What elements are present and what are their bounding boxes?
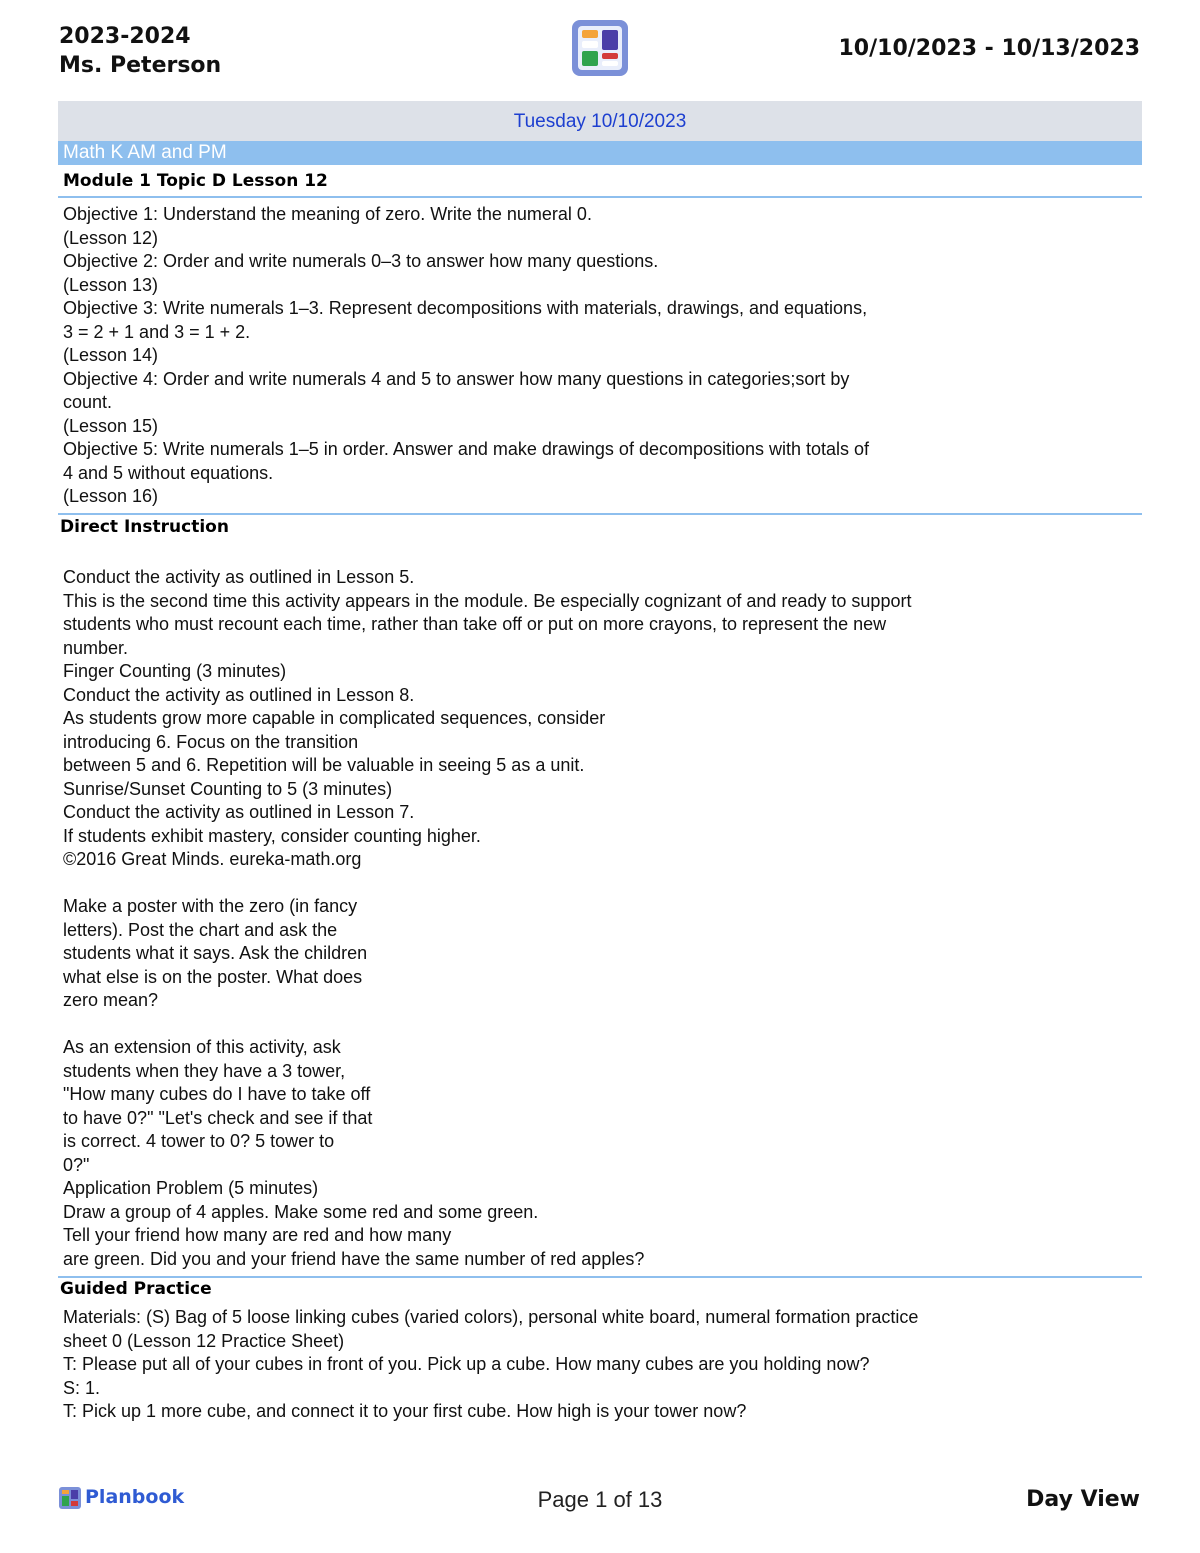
school-year: 2023-2024 [59,24,191,49]
teacher-name: Ms. Peterson [59,53,222,78]
header-info [59,22,221,80]
section-divider [58,513,1142,515]
section-text-direct-instruction: Conduct the activity as outlined in Lesson 5. This is the second time this activity appears in the module. Be especially cognizant of and ready to support students who must recount each time, rather than take off or put on more crayons, to represent the new number. Finger Counting (3 minutes) Conduct the activity as outlined in Lesson 8. As students grow more capable in complicated sequences, consider introducing 6. Focus on the transition between 5 and 6. Repetition will be valuable in seeing 5 as a unit. Sunrise/Sunset Counting to 5 (3 minutes) Conduct the activity as outlined in Lesson 7. If students exhibit mastery, consider counting higher. ©2016 Great Minds. eureka-math.org Make a poster with the zero (in fancy letters). Post the chart and ask the students what it says. Ask the children what else is on the poster. What does zero mean? As an extension of this activity, ask students when they have a 3 tower, "How many cubes do I have to take off to have 0?" "Let's check and see if that is correct. 4 tower to 0? 5 tower to 0?" Application Problem (5 minutes) Draw a group of 4 apples. Make some red and some green. Tell your friend how many are red and how many are green. Did you and your friend have the same number of red apples? [63,567,912,1269]
day-title: Tuesday 10/10/2023 [513,111,687,132]
section-divider [58,1276,1142,1278]
planbook-logo-icon [572,20,628,76]
page-number: Page 1 of 13 [537,1487,663,1512]
class-header [58,141,1142,165]
section-title-guided-practice: Guided Practice [60,1279,212,1299]
date-range: 10/10/2023 - 10/13/2023 [838,36,1140,61]
view-label: Day View [1026,1487,1140,1512]
section-divider [58,196,1142,198]
section-title-direct-instruction: Direct Instruction [60,517,229,537]
section-text-lesson: Objective 1: Understand the meaning of zero. Write the numeral 0. (Lesson 12) Objective 2: Order and write numerals 0–3 to answer how many questions. (Lesson 13) Objective 3: Write numerals 1–3. Represent decompositions with materials, drawings, and equations, 3 = 2 + 1 and 3 = 1 + 2. (Lesson 14) Objective 4: Order and write numerals 4 and 5 to answer how many questions in categories;sort by count. (Lesson 15) Objective 5: Write numerals 1–5 in order. Answer and make drawings of decompositions with totals of 4 and 5 without equations. (Lesson 16) [63,204,870,506]
footer-brand: Planbook [85,1486,185,1508]
class-name: Math K AM and PM [63,142,227,163]
day-header [58,101,1142,141]
section-text-guided-practice: Materials: (S) Bag of 5 loose linking cubes (varied colors), personal white board, numeral formation practice sheet 0 (Lesson 12 Practice Sheet) T: Please put all of your cubes in front of you. Pick up a cube. How many cubes are you holding now? S: 1. T: Pick up 1 more cube, and connect it to your first cube. How high is your tower now? [63,1307,919,1421]
section-title-lesson: Module 1 Topic D Lesson 12 [63,171,328,191]
